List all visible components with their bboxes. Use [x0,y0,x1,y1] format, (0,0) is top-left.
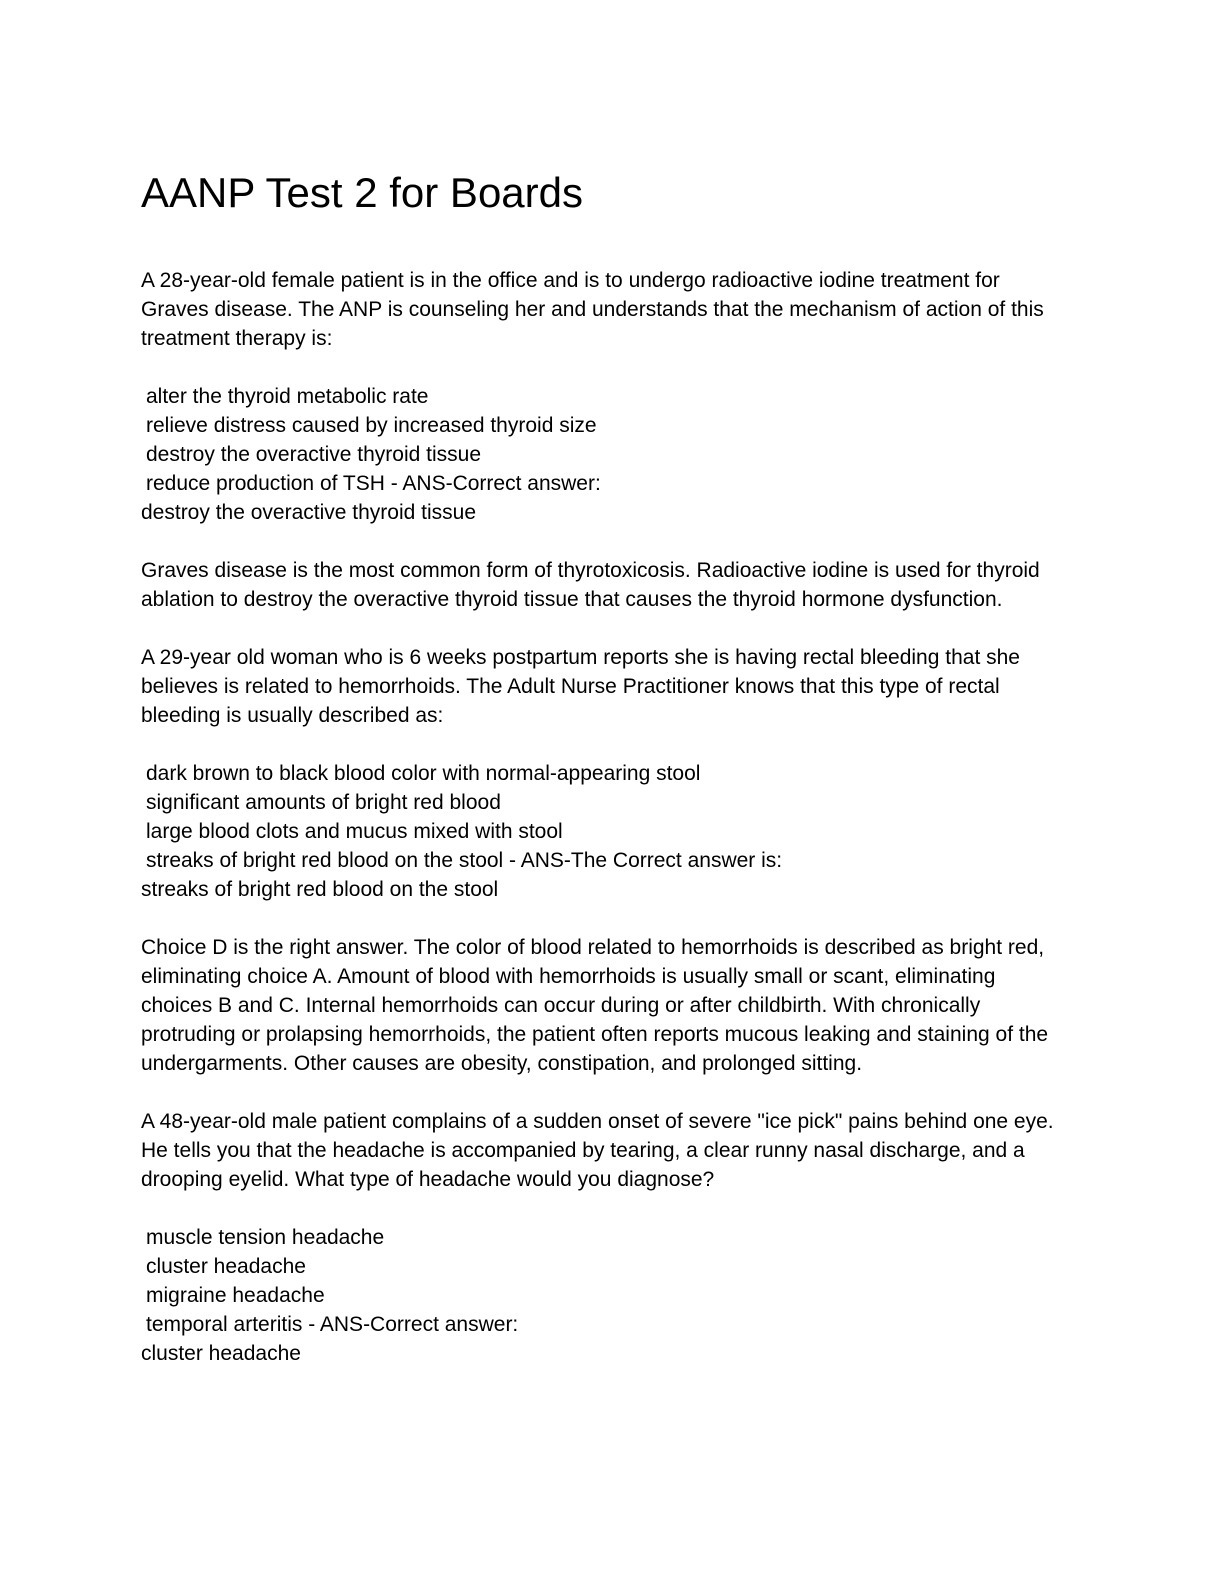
title-spacer [141,218,1066,266]
question-stem-q3: A 48-year-old male patient complains of a sudden onset of severe "ice pick" pains behind one eye. He tells you that the headache is accompanied by tearing, a clear runny nasal discharge, and a drooping eyelid. What type of headache would you diagnose? [141,1110,1054,1191]
question-stem-q2: A 29-year old woman who is 6 weeks postpartum reports she is having rectal bleeding that she believes is related to hemorrhoids. The Adult Nurse Practitioner knows that this type of rectal bleeding is usually described as: [141,646,1020,727]
gap [141,353,1066,382]
rationale-q1: Graves disease is the most common form of thyrotoxicosis. Radioactive iodine is used for thyroid ablation to destroy the overactive thyroid tissue that causes the thyroid hormone dysfunction. [141,559,1040,611]
answer-text-q3: cluster headache [141,1342,301,1365]
gap [141,730,1066,759]
list-item: streaks of bright red blood on the stool - ANS-The Correct answer is: [146,849,783,872]
question-stem-q1: A 28-year-old female patient is in the office and is to undergo radioactive iodine treatment for Graves disease. The ANP is counseling her and understands that the mechanism of action of this treatment therapy is: [141,269,1044,350]
list-item: reduce production of TSH - ANS-Correct answer: [146,472,601,495]
list-item: cluster headache [146,1255,306,1278]
list-item: destroy the overactive thyroid tissue [146,443,481,466]
list-item: large blood clots and mucus mixed with stool [146,820,563,843]
list-item: alter the thyroid metabolic rate [146,385,429,408]
option-list-q2 [141,759,1066,904]
list-item: migraine headache [146,1284,325,1307]
document-content [141,168,1066,1368]
gap [141,1078,1066,1107]
gap [141,904,1066,933]
list-item: significant amounts of bright red blood [146,791,501,814]
answer-text-q1: destroy the overactive thyroid tissue [141,501,476,524]
gap [141,527,1066,556]
page-title: AANP Test 2 for Boards [141,169,584,216]
gap [141,1194,1066,1223]
list-item: relieve distress caused by increased thyroid size [146,414,597,437]
list-item: dark brown to black blood color with normal-appearing stool [146,762,701,785]
option-list-q3 [141,1223,1066,1368]
list-item: muscle tension headache [146,1226,385,1249]
gap [141,614,1066,643]
answer-text-q2: streaks of bright red blood on the stool [141,878,499,901]
rationale-q2: Choice D is the right answer. The color of blood related to hemorrhoids is described as bright red, eliminating choice A. Amount of blood with hemorrhoids is usually small or scant, eliminating choices B and C. Internal hemorrhoids can occur during or after childbirth. With chronically protruding or prolapsing hemorrhoids, the patient often reports mucous leaking and staining of the undergarments. Other causes are obesity, constipation, and prolonged sitting. [141,936,1049,1075]
list-item: temporal arteritis - ANS-Correct answer: [146,1313,519,1336]
option-list-q1 [141,382,1066,527]
